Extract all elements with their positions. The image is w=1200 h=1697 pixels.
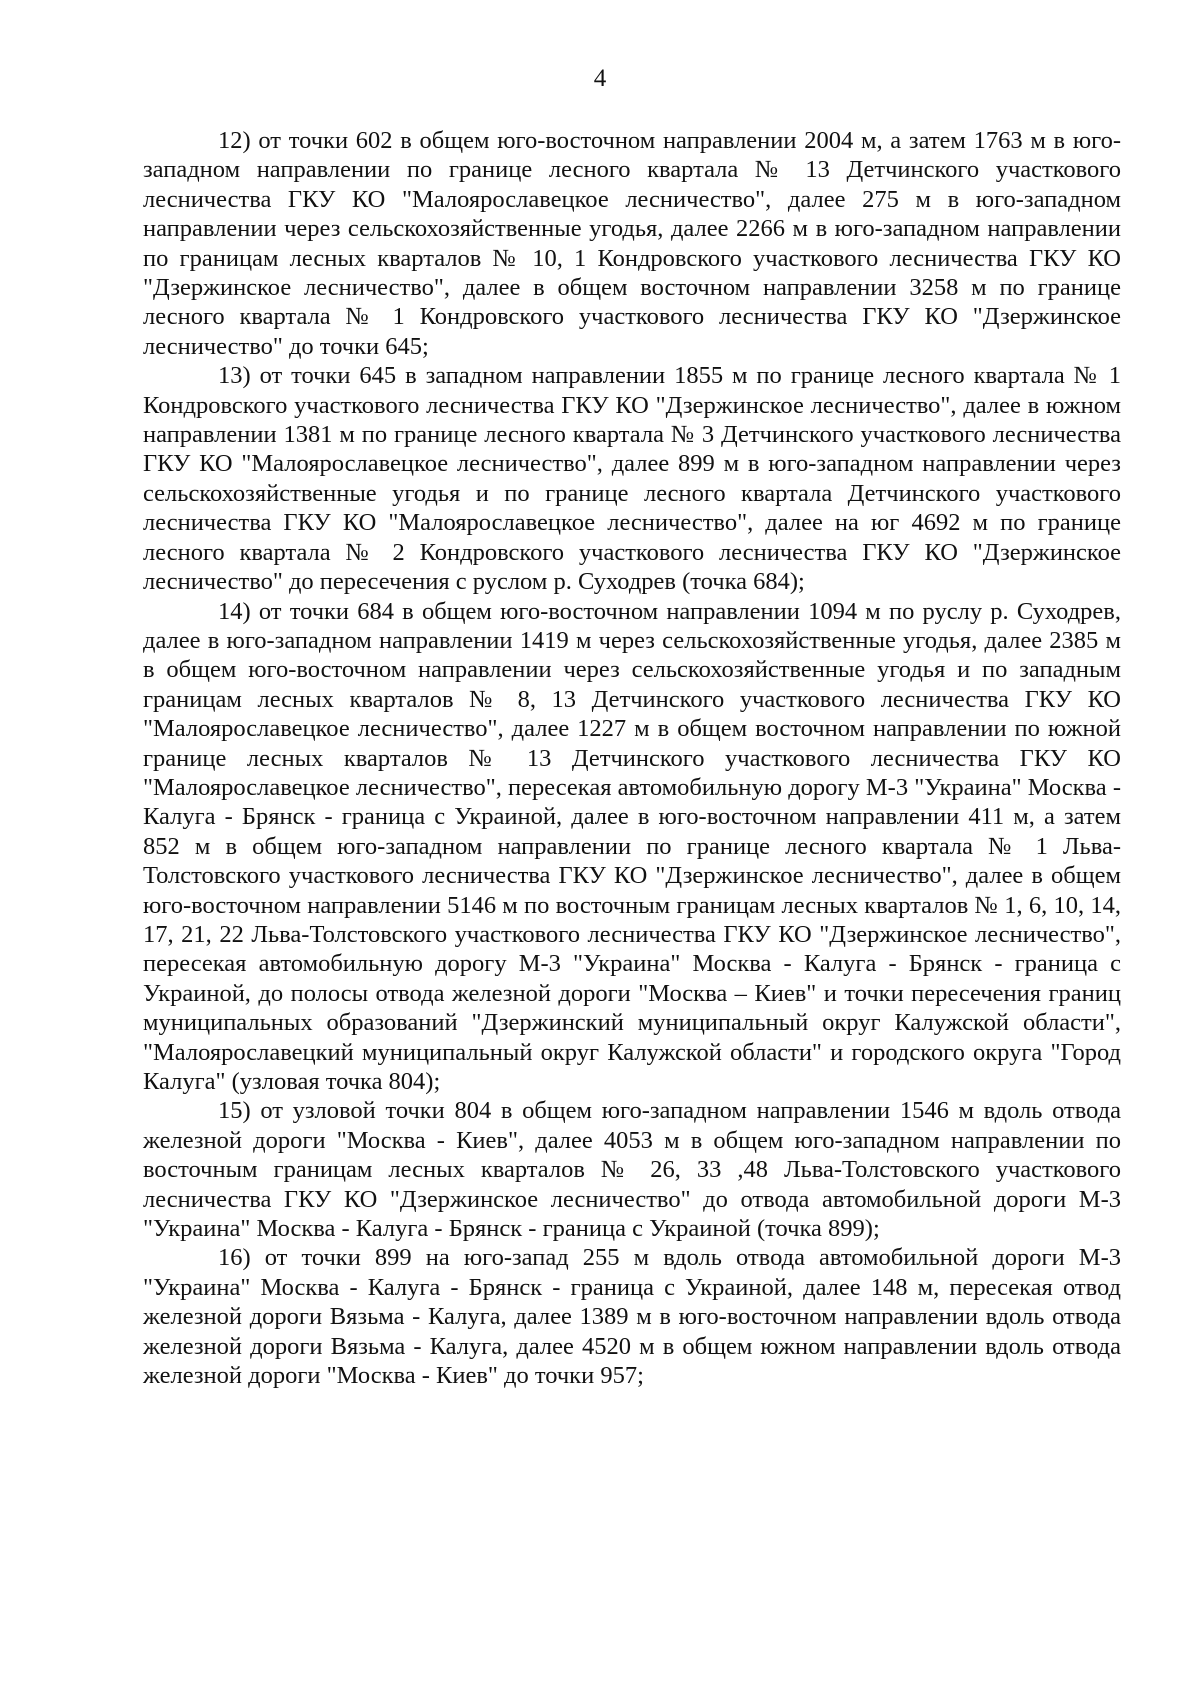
paragraph-12: 12) от точки 602 в общем юго-восточном направлении 2004 м, а затем 1763 м в юго-западном направлении по границе лесного квартала № 13 Детчинского участкового лесничества ГКУ КО "Малоярославецкое лесничество", далее 275 м в юго-западном направлении через сельскохозяйственные угодья, далее 2266 м в юго-западном направлении по границам лесных кварталов № 10, 1 Кондровского участкового лесничества ГКУ КО "Дзержинское лесничество", далее в общем восточном направлении 3258 м по границе лесного квартала № 1 Кондровского участкового лесничества ГКУ КО "Дзержинское лесничество" до точки 645; (143, 127, 1121, 360)
paragraph-16: 16) от точки 899 на юго-запад 255 м вдоль отвода автомобильной дороги М-3 "Украина" Москва - Калуга - Брянск - граница с Украиной, далее 148 м, пересекая отвод железной дороги Вязьма - Калуга, далее 1389 м в юго-восточном направлении вдоль отвода железной дороги Вязьма - Калуга, далее 4520 м в общем южном направлении вдоль отвода железной дороги "Москва - Киев" до точки 957; (143, 1244, 1121, 1390)
paragraph-13: 13) от точки 645 в западном направлении 1855 м по границе лесного квартала № 1 Кондровского участкового лесничества ГКУ КО "Дзержинское лесничество", далее в южном направлении 1381 м по границе лесного квартала № 3 Детчинского участкового лесничества ГКУ КО "Малоярославецкое лесничество", далее 899 м в юго-западном направлении через сельскохозяйственные угодья и по границе лесного квартала Детчинского участкового лесничества ГКУ КО "Малоярославецкое лесничество", далее на юг 4692 м по границе лесного квартала № 2 Кондровского участкового лесничества ГКУ КО "Дзержинское лесничество" до пересечения с руслом р. Суходрев (точка 684); (143, 362, 1121, 596)
document-body (143, 126, 1121, 1390)
paragraph-15: 15) от узловой точки 804 в общем юго-западном направлении 1546 м вдоль отвода железной дороги "Москва - Киев", далее 4053 м в общем юго-западном направлении по восточным границам лесных кварталов № 26, 33 ,48 Льва-Толстовского участкового лесничества ГКУ КО "Дзержинское лесничество" до отвода автомобильной дороги М-3 "Украина" Москва - Калуга - Брянск - граница с Украиной (точка 899); (143, 1097, 1121, 1243)
page-number: 4 (593, 65, 607, 92)
paragraph-14: 14) от точки 684 в общем юго-восточном направлении 1094 м по руслу р. Суходрев, далее в юго-западном направлении 1419 м через сельскохозяйственные угодья, далее 2385 м в общем юго-восточном направлении через сельскохозяйственные угодья и по западным границам лесных кварталов № 8, 13 Детчинского участкового лесничества ГКУ КО "Малоярославецкое лесничество", далее 1227 м в общем восточном направлении по южной границе лесных кварталов № 13 Детчинского участкового лесничества ГКУ КО "Малоярославецкое лесничество", пересекая автомобильную дорогу М-3 "Украина" Москва - Калуга - Брянск - граница с Украиной, далее в юго-восточном направлении 411 м, а затем 852 м в общем юго-западном направлении по границе лесного квартала № 1 Льва-Толстовского участкового лесничества ГКУ КО "Дзержинское лесничество", далее в общем юго-восточном направлении 5146 м по восточным границам лесных кварталов № 1, 6, 10, 14, 17, 21, 22 Льва-Толстовского участкового лесничества ГКУ КО "Дзержинское лесничество", пересекая автомобильную дорогу М-3 "Украина" Москва - Калуга - Брянск - граница с Украиной, до полосы отвода железной дороги "Москва – Киев" и точки пересечения границ муниципальных образований "Дзержинский муниципальный округ Калужской области", "Малоярославецкий муниципальный округ Калужской области" и городского округа "Город Калуга" (узловая точка 804); (143, 597, 1121, 1095)
